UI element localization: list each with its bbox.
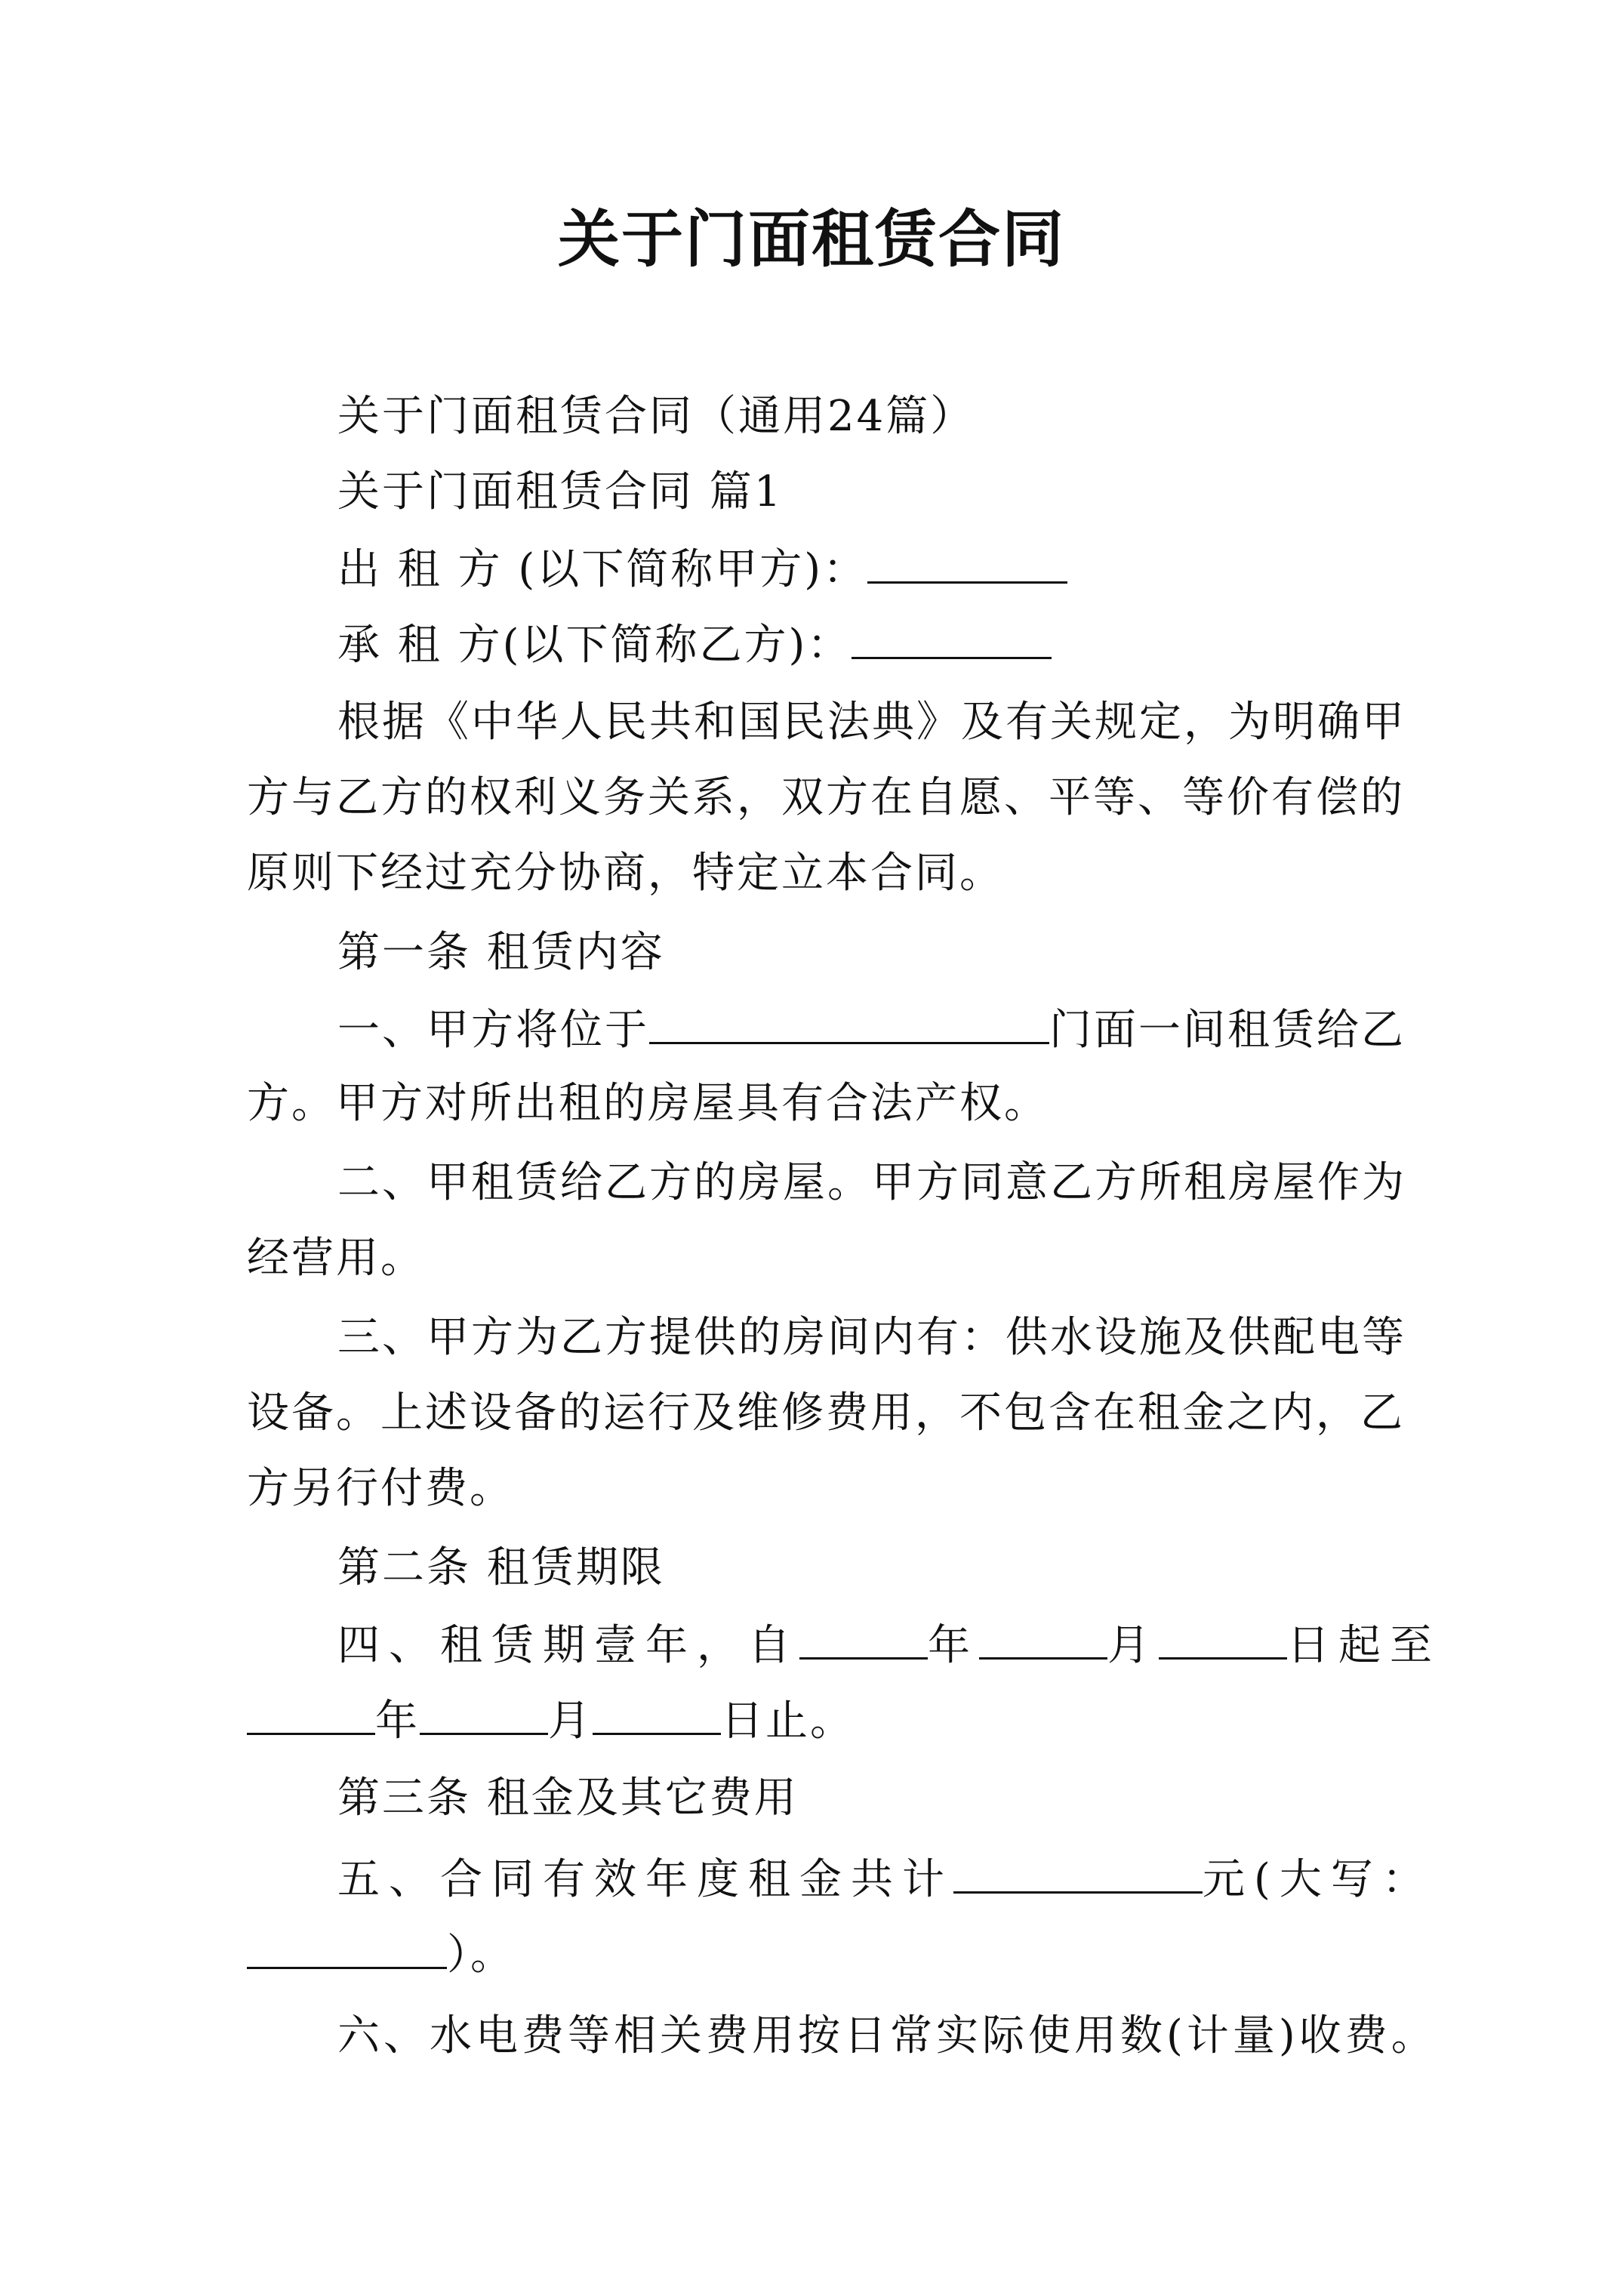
part-heading: 关于门面租赁合同 篇1	[337, 467, 784, 516]
start-day-label: 日起至	[1287, 1621, 1441, 1670]
article2-heading: 第二条 租赁期限	[337, 1543, 665, 1592]
clause2-line-2: 经营用。	[247, 1234, 425, 1283]
end-month-label: 月	[548, 1697, 593, 1746]
end-year-label: 年	[375, 1697, 420, 1746]
lessor-blank	[867, 538, 1067, 584]
start-day-blank	[1159, 1613, 1287, 1660]
clause5-line-1	[337, 1848, 1434, 1910]
clause6-line: 六、水电费等相关费用按日常实际使用数(计量)收费。	[337, 2011, 1437, 2060]
clause1-line-2: 方。甲方对所出租的房屋具有合法产权。	[247, 1079, 1049, 1128]
rent-amount-blank	[953, 1848, 1203, 1894]
clause5-text-c: ）。	[447, 1931, 515, 1980]
location-blank	[649, 998, 1049, 1044]
lessee-line	[337, 613, 1052, 676]
article1-heading: 第一条 租赁内容	[337, 928, 665, 977]
lessor-label: 出 租 方 (以下简称甲方)：	[337, 545, 868, 594]
document-title: 关于门面租赁合同	[557, 203, 1065, 276]
start-year-label: 年	[928, 1621, 979, 1670]
clause1-text-a: 一、甲方将位于	[337, 1006, 649, 1055]
clause5-text-b: 元(大写：	[1203, 1855, 1434, 1904]
rent-amount-words-blank	[247, 1923, 447, 1969]
clause2-line-1: 二、甲租赁给乙方的房屋。甲方同意乙方所租房屋作为	[337, 1158, 1406, 1207]
subtitle: 关于门面租赁合同（通用24篇）	[337, 392, 975, 441]
clause5-text-a: 五、合同有效年度租金共计	[337, 1855, 953, 1904]
clause1-line	[337, 998, 1406, 1061]
article3-heading: 第三条 租金及其它费用	[337, 1774, 799, 1823]
end-day-blank	[593, 1689, 721, 1735]
clause4-line-1	[337, 1613, 1441, 1676]
intro-line-2: 方与乙方的权利义务关系，双方在自愿、平等、等价有偿的	[247, 773, 1405, 822]
start-month-blank	[979, 1613, 1107, 1660]
clause3-line-2: 设备。上述设备的运行及维修费用，不包含在租金之内，乙	[247, 1388, 1405, 1438]
intro-line-1: 根据《中华人民共和国民法典》及有关规定，为明确甲	[337, 698, 1406, 747]
clause4-text: 四、租赁期壹年，自	[337, 1621, 799, 1670]
start-year-blank	[799, 1613, 928, 1660]
intro-line-3: 原则下经过充分协商，特定立本合同。	[247, 849, 1004, 898]
end-day-label: 日止。	[721, 1697, 855, 1746]
lessor-line	[337, 538, 1067, 600]
end-year-blank	[247, 1689, 375, 1735]
lessee-label: 承 租 方(以下简称乙方)：	[337, 621, 852, 670]
lessee-blank	[852, 613, 1052, 659]
clause3-line-1: 三、甲方为乙方提供的房间内有：供水设施及供配电等	[337, 1313, 1406, 1362]
start-month-label: 月	[1107, 1621, 1159, 1670]
end-month-blank	[420, 1689, 548, 1735]
clause3-line-3: 方另行付费。	[247, 1464, 514, 1513]
clause1-text-b: 门面一间租赁给乙	[1049, 1006, 1406, 1055]
clause4-line-2	[247, 1689, 855, 1752]
clause5-line-2	[247, 1923, 515, 1986]
